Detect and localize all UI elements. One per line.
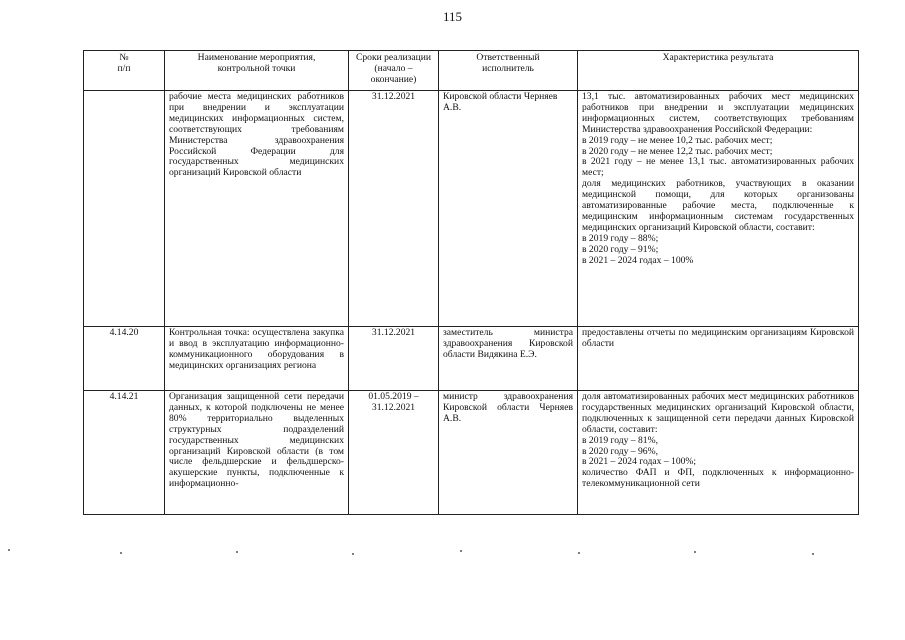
- row-measure-name: Контрольная точка: осуществлена закупка и ввод в эксплуатацию информационно-коммуникационного оборудования в медицинских организациях региона: [165, 327, 349, 391]
- measures-table: [83, 50, 859, 515]
- row-responsible: Кировской области Черняев А.В.: [439, 91, 578, 327]
- header-responsible: Ответственный исполнитель: [439, 51, 578, 91]
- row-number: 4.14.20: [84, 327, 165, 391]
- scan-specks: [0, 548, 905, 558]
- scan-speck: [812, 553, 814, 555]
- row-measure-name: рабочие места медицинских работников при внедрении и эксплуатации медицинских информационных систем, соответствующих требованиям Министерства здравоохранения Российской Федерации для государственных медицинских организаций Кировской области: [165, 91, 349, 327]
- row-measure-name: Организация защищенной сети передачи данных, к которой подключены не менее 80% территориально выделенных структурных подразделений государственных медицинских организаций Кировской области (в том числе фельдшерские и фельдшерско-акушерские пункты, подключенные к информационно-: [165, 391, 349, 515]
- scan-speck: [236, 551, 238, 553]
- table-row: [84, 91, 859, 327]
- scan-speck: [578, 552, 580, 554]
- row-term: 31.12.2021: [349, 327, 439, 391]
- row-number: [84, 91, 165, 327]
- row-result: предоставлены отчеты по медицинским организациям Кировской области: [578, 327, 859, 391]
- scan-speck: [460, 550, 462, 552]
- row-responsible: министр здравоохранения Кировской области Черняев А.В.: [439, 391, 578, 515]
- scan-speck: [352, 553, 354, 555]
- scan-speck: [8, 549, 10, 551]
- page-number: 115: [442, 9, 463, 24]
- header-result: Характеристика результата: [578, 51, 859, 91]
- row-result: доля автоматизированных рабочих мест медицинских работников государственных медицинских организаций Кировской области, подключенных к защищенной сети передачи данных Кировской области, составит: в 2019 году – 81%, в 2020 году – 96%, в 2021 – 2024 годах – 100%; количество ФАП и ФП, подключенных к информационно-телекоммуникационной сети: [578, 391, 859, 515]
- table-header-row: [84, 51, 859, 91]
- row-result: 13,1 тыс. автоматизированных рабочих мест медицинских работников при внедрении и эксплуатации медицинских информационных систем, соответствующих требованиям Министерства здравоохранения Российской Федерации: в 2019 году – не менее 10,2 тыс. рабочих мест; в 2020 году – не менее 12,2 тыс. рабочих мест; в 2021 году – не менее 13,1 тыс. автоматизированных рабочих мест; доля медицинских работников, участвующих в оказании медицинской помощи, для которых организованы автоматизированные рабочие места, подключенные к медицинским информационным системам государственных медицинских организаций Кировской области, составит: в 2019 году – 88%; в 2020 году – 91%; в 2021 – 2024 годах – 100%: [578, 91, 859, 327]
- scan-speck: [120, 552, 122, 554]
- header-num: № п/п: [84, 51, 165, 91]
- row-number: 4.14.21: [84, 391, 165, 515]
- table-row: [84, 327, 859, 391]
- scan-speck: [694, 551, 696, 553]
- table-row: [84, 391, 859, 515]
- header-name: Наименование мероприятия, контрольной точки: [165, 51, 349, 91]
- row-term: 01.05.2019 – 31.12.2021: [349, 391, 439, 515]
- row-term: 31.12.2021: [349, 91, 439, 327]
- header-term: Сроки реализации (начало – окончание): [349, 51, 439, 91]
- row-responsible: заместитель министра здравоохранения Кировской области Видякина Е.Э.: [439, 327, 578, 391]
